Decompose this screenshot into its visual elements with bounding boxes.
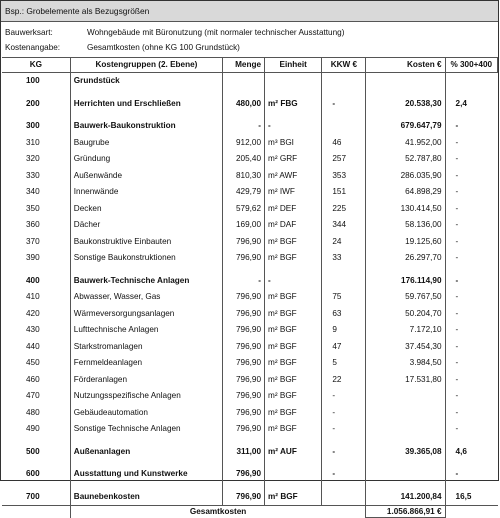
kosten-cell: 50.204,70 — [366, 306, 445, 323]
kg-cell: 500 — [26, 446, 40, 456]
percent-cell: - — [445, 421, 497, 438]
table-row — [2, 151, 498, 168]
einheit-cell: m² BGF — [265, 421, 322, 438]
table-body — [2, 73, 498, 506]
percent-cell: - — [445, 184, 497, 201]
einheit-cell: m² BGF — [265, 388, 322, 405]
kosten-cell: 7.172,10 — [366, 322, 445, 339]
einheit-cell: m² BGF — [265, 405, 322, 422]
percent-cell: - — [445, 250, 497, 267]
einheit-cell: m³ BGI — [265, 135, 322, 152]
kg-cell: 320 — [26, 154, 40, 163]
percent-cell: 16,5 — [445, 489, 497, 506]
name-cell: Nutzungsspezifische Anlagen — [70, 388, 222, 405]
menge-cell: 169,00 — [223, 217, 265, 234]
percent-cell: - — [445, 388, 497, 405]
kosten-cell: 19.125,60 — [366, 234, 445, 251]
kkw-cell: 24 — [322, 234, 366, 251]
bauwerksart-label: Bauwerksart: — [5, 28, 53, 37]
percent-cell: - — [445, 339, 497, 356]
kosten-cell: 130.414,50 — [366, 201, 445, 218]
percent-cell: - — [445, 372, 497, 389]
kg-cell: 440 — [26, 341, 40, 351]
menge-cell: 796,90 — [223, 372, 265, 389]
table-row — [2, 201, 498, 218]
name-cell: Abwasser, Wasser, Gas — [70, 289, 222, 306]
header-kosten: Kosten € — [366, 58, 445, 73]
percent-cell: - — [445, 289, 497, 306]
percent-cell: - — [445, 118, 497, 135]
name-cell: Innenwände — [70, 184, 222, 201]
menge-cell: 796,90 — [223, 388, 265, 405]
menge-cell — [223, 73, 265, 90]
percent-cell: - — [445, 466, 497, 483]
table-row — [2, 234, 498, 251]
kkw-cell: - — [322, 388, 366, 405]
table-row — [2, 405, 498, 422]
kkw-cell: - — [322, 444, 366, 461]
menge-cell: 796,90 — [223, 355, 265, 372]
table-row — [2, 372, 498, 389]
percent-cell: - — [445, 151, 497, 168]
name-cell: Fernmeldeanlagen — [70, 355, 222, 372]
kosten-cell — [366, 421, 445, 438]
kg-cell: 410 — [26, 292, 40, 301]
total-kosten: 1.056.866,91 € — [366, 506, 445, 518]
kg-cell: 350 — [26, 203, 40, 213]
einheit-cell: m² DEF — [265, 201, 322, 218]
total-kg-cell — [2, 506, 70, 518]
menge-cell: - — [223, 273, 265, 290]
header-kkw: KKW € — [322, 58, 366, 73]
kkw-cell — [322, 73, 366, 90]
header-menge: Menge — [223, 58, 265, 73]
name-cell: Bauwerk-Baukonstruktion — [70, 118, 222, 135]
einheit-cell: m² BGF — [265, 489, 322, 506]
kkw-cell: 344 — [322, 217, 366, 234]
group-row — [2, 273, 498, 290]
name-cell: Wärmeversorgungsanlagen — [70, 306, 222, 323]
einheit-cell: m² BGF — [265, 289, 322, 306]
table-header-row — [2, 58, 498, 73]
kosten-cell: 176.114,90 — [366, 273, 445, 290]
kosten-cell: 3.984,50 — [366, 355, 445, 372]
kosten-cell: 64.898,29 — [366, 184, 445, 201]
einheit-cell: m² GRF — [265, 151, 322, 168]
percent-cell: - — [445, 273, 497, 290]
einheit-cell: m² BGF — [265, 355, 322, 372]
kg-cell: 600 — [26, 469, 40, 478]
kg-cell: 480 — [26, 407, 40, 417]
kkw-cell — [322, 118, 366, 135]
name-cell: Baukonstruktive Einbauten — [70, 234, 222, 251]
kosten-cell: 679.647,79 — [366, 118, 445, 135]
percent-cell: - — [445, 135, 497, 152]
menge-cell: 311,00 — [223, 444, 265, 461]
name-cell: Ausstattung und Kunstwerke — [70, 466, 222, 483]
kkw-cell: 9 — [322, 322, 366, 339]
einheit-cell: - — [265, 273, 322, 290]
kosten-cell: 59.767,50 — [366, 289, 445, 306]
group-row — [2, 118, 498, 135]
sheet-title-bar — [1, 1, 498, 22]
kg-cell: 300 — [26, 121, 40, 130]
kosten-cell: 17.531,80 — [366, 372, 445, 389]
kg-cell: 700 — [26, 491, 40, 501]
total-row — [2, 506, 498, 518]
percent-cell: 4,6 — [445, 444, 497, 461]
kkw-cell: 257 — [322, 151, 366, 168]
einheit-cell: m² BGF — [265, 250, 322, 267]
kkw-cell: 63 — [322, 306, 366, 323]
table-row — [2, 306, 498, 323]
menge-cell: 796,90 — [223, 322, 265, 339]
table-row — [2, 217, 498, 234]
name-cell: Gebäudeautomation — [70, 405, 222, 422]
kkw-cell: - — [322, 466, 366, 483]
group-row — [2, 96, 498, 113]
name-cell: Baugrube — [70, 135, 222, 152]
percent-cell: - — [445, 217, 497, 234]
percent-cell: - — [445, 168, 497, 185]
menge-cell: 796,90 — [223, 250, 265, 267]
kg-cell: 200 — [26, 98, 40, 108]
table-row — [2, 168, 498, 185]
einheit-cell: m² BGF — [265, 372, 322, 389]
kg-cell: 310 — [26, 137, 40, 147]
kosten-cell — [366, 466, 445, 483]
kkw-cell — [322, 273, 366, 290]
menge-cell: 796,90 — [223, 289, 265, 306]
einheit-cell: m² BGF — [265, 339, 322, 356]
percent-cell: - — [445, 405, 497, 422]
menge-cell: 796,90 — [223, 405, 265, 422]
kosten-cell: 39.365,08 — [366, 444, 445, 461]
bauwerksart-value: Wohngebäude mit Büronutzung (mit normaler technischer Ausstattung) — [87, 28, 345, 37]
einheit-cell: m² FBG — [265, 96, 322, 113]
table-row — [2, 184, 498, 201]
kosten-cell: 286.035,90 — [366, 168, 445, 185]
table-row — [2, 339, 498, 356]
kg-cell: 390 — [26, 253, 40, 262]
menge-cell: 429,79 — [223, 184, 265, 201]
table-row — [2, 355, 498, 372]
kkw-cell: - — [322, 405, 366, 422]
percent-cell: - — [445, 355, 497, 372]
kg-cell: 430 — [26, 325, 40, 334]
name-cell: Starkstromanlagen — [70, 339, 222, 356]
table-row — [2, 289, 498, 306]
header-einheit: Einheit — [265, 58, 322, 73]
percent-cell: - — [445, 234, 497, 251]
kkw-cell: 47 — [322, 339, 366, 356]
kg-cell: 450 — [26, 358, 40, 367]
header-kg: KG — [2, 58, 70, 73]
kkw-cell — [322, 489, 366, 506]
kosten-cell: 52.787,80 — [366, 151, 445, 168]
kkw-cell: 46 — [322, 135, 366, 152]
kg-cell: 370 — [26, 236, 40, 246]
menge-cell: 796,90 — [223, 489, 265, 506]
group-row — [2, 73, 498, 90]
kostenangabe-label: Kostenangabe: — [5, 43, 61, 52]
name-cell: Herrichten und Erschließen — [70, 96, 222, 113]
einheit-cell — [265, 466, 322, 483]
table-row — [2, 250, 498, 267]
total-label: Gesamtkosten — [70, 506, 366, 518]
einheit-cell: m² BGF — [265, 322, 322, 339]
kg-cell: 470 — [26, 391, 40, 400]
kkw-cell: 75 — [322, 289, 366, 306]
kosten-cell: 20.538,30 — [366, 96, 445, 113]
kkw-cell: 225 — [322, 201, 366, 218]
menge-cell: 796,90 — [223, 421, 265, 438]
einheit-cell: m² AWF — [265, 168, 322, 185]
kkw-cell: - — [322, 96, 366, 113]
kg-cell: 400 — [26, 275, 40, 285]
total-pct-cell — [445, 506, 497, 518]
table-row — [2, 322, 498, 339]
menge-cell: 480,00 — [223, 96, 265, 113]
name-cell: Baunebenkosten — [70, 489, 222, 506]
kosten-cell — [366, 73, 445, 90]
table-row — [2, 388, 498, 405]
kosten-cell: 141.200,84 — [366, 489, 445, 506]
menge-cell: 796,90 — [223, 466, 265, 483]
kkw-cell: - — [322, 421, 366, 438]
menge-cell: 579,62 — [223, 201, 265, 218]
kkw-cell: 151 — [322, 184, 366, 201]
einheit-cell — [265, 73, 322, 90]
kg-cell: 340 — [26, 187, 40, 196]
name-cell: Grundstück — [70, 73, 222, 90]
einheit-cell: m² AUF — [265, 444, 322, 461]
kosten-cell — [366, 388, 445, 405]
name-cell: Sonstige Technische Anlagen — [70, 421, 222, 438]
percent-cell: - — [445, 322, 497, 339]
kosten-cell: 26.297,70 — [366, 250, 445, 267]
kkw-cell: 22 — [322, 372, 366, 389]
kosten-cell: 41.952,00 — [366, 135, 445, 152]
kosten-cell — [366, 405, 445, 422]
kg-cell: 360 — [26, 220, 40, 229]
einheit-cell: m² BGF — [265, 234, 322, 251]
kg-cell: 460 — [26, 374, 40, 384]
menge-cell: 205,40 — [223, 151, 265, 168]
kkw-cell: 33 — [322, 250, 366, 267]
kosten-cell: 58.136,00 — [366, 217, 445, 234]
menge-cell: 912,00 — [223, 135, 265, 152]
table-row — [2, 135, 498, 152]
name-cell: Außenwände — [70, 168, 222, 185]
einheit-cell: m² DAF — [265, 217, 322, 234]
percent-cell — [445, 73, 497, 90]
name-cell: Dächer — [70, 217, 222, 234]
name-cell: Außenanlagen — [70, 444, 222, 461]
menge-cell: 810,30 — [223, 168, 265, 185]
menge-cell: 796,90 — [223, 234, 265, 251]
kostenangabe-value: Gesamtkosten (ohne KG 100 Grundstück) — [87, 43, 240, 52]
table-row — [2, 421, 498, 438]
name-cell: Förderanlagen — [70, 372, 222, 389]
name-cell: Decken — [70, 201, 222, 218]
kg-cell: 100 — [26, 76, 40, 85]
name-cell: Bauwerk-Technische Anlagen — [70, 273, 222, 290]
name-cell: Sonstige Baukonstruktionen — [70, 250, 222, 267]
percent-cell: - — [445, 201, 497, 218]
einheit-cell: - — [265, 118, 322, 135]
name-cell: Gründung — [70, 151, 222, 168]
kg-cell: 490 — [26, 424, 40, 433]
kkw-cell: 353 — [322, 168, 366, 185]
name-cell: Lufttechnische Anlagen — [70, 322, 222, 339]
sheet-title: Bsp.: Grobelemente als Bezugsgrößen — [5, 6, 150, 16]
header-kostengruppen: Kostengruppen (2. Ebene) — [70, 58, 222, 73]
header-percent: % 300+400 — [445, 58, 497, 73]
menge-cell: 796,90 — [223, 339, 265, 356]
group-row — [2, 466, 498, 483]
percent-cell: - — [445, 306, 497, 323]
kg-cell: 420 — [26, 308, 40, 318]
menge-cell: 796,90 — [223, 306, 265, 323]
kosten-cell: 37.454,30 — [366, 339, 445, 356]
kg-cell: 330 — [26, 170, 40, 180]
cost-table — [2, 57, 498, 518]
menge-cell: - — [223, 118, 265, 135]
group-row — [2, 444, 498, 461]
group-row — [2, 489, 498, 506]
einheit-cell: m² BGF — [265, 306, 322, 323]
percent-cell: 2,4 — [445, 96, 497, 113]
einheit-cell: m² IWF — [265, 184, 322, 201]
kkw-cell: 5 — [322, 355, 366, 372]
